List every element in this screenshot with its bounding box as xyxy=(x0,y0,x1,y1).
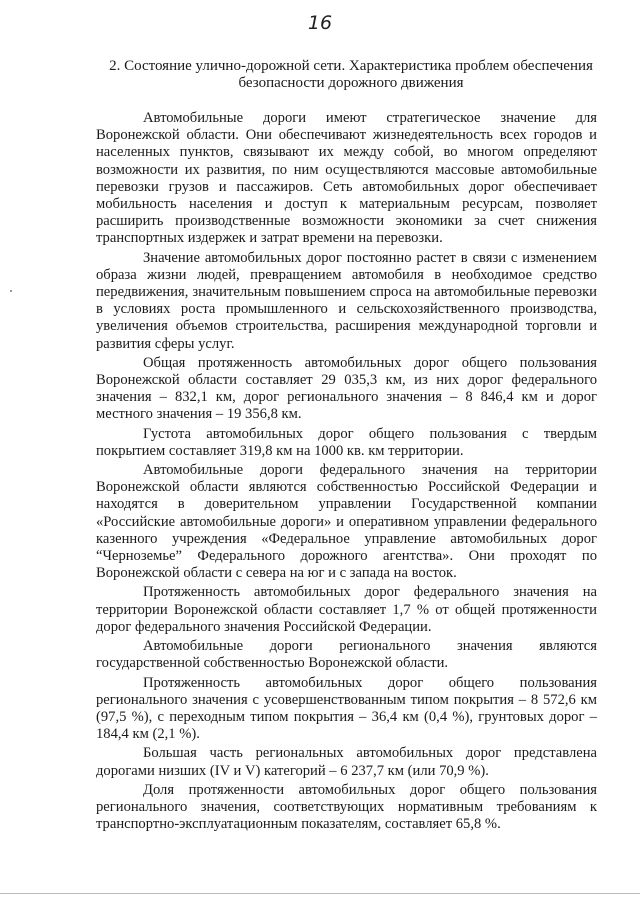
paragraph: Доля протяженности автомобильных дорог общего пользования регионального значения, соответствующих нормативным требованиям к транспортно-эксплуатационным показателям, составляет 65,8 %. xyxy=(96,781,597,833)
paragraph: Значение автомобильных дорог постоянно растет в связи с изменением образа жизни людей, превращением автомобиля в необходимое средство передвижения, значительным повышением спроса на автомобильные перевозки в условиях роста промышленного и сельскохозяйственного производства, увеличения объемов строительства, расширения международной торговли и развития сферы услуг. xyxy=(96,249,597,352)
paragraph: Автомобильные дороги регионального значения являются государственной собственностью Воронежской области. xyxy=(96,638,597,672)
paragraph: Протяженность автомобильных дорог общего пользования регионального значения с усовершенствованным типом покрытия – 8 572,6 км (97,5 %), с переходным типом покрытия – 36,4 км (0,4 %), грунтовых дорог – 184,4 км (2,1 %). xyxy=(96,674,597,743)
section-heading-line-2: безопасности дорожного движения xyxy=(238,75,464,91)
paragraph: Автомобильные дороги имеют стратегическое значение для Воронежской области. Они обеспечивают жизнедеятельность всех городов и населенных пунктов, связывают их между собой, во многом определяют возможности их развития, по ним осуществляются массовые автомобильные перевозки грузов и пассажиров. Сеть автомобильных дорог обеспечивает мобильность населения и доступ к материальным ресурсам, позволяет расширить производственные возможности экономики за счет снижения транспортных издержек и затрат времени на перевозки. xyxy=(96,110,597,247)
page-number: 16 xyxy=(307,12,333,34)
document-body xyxy=(96,110,597,835)
page-bottom-edge xyxy=(0,893,640,894)
section-heading-line-1: 2. Состояние улично-дорожной сети. Характеристика проблем обеспечения xyxy=(109,58,593,74)
paragraph: Густота автомобильных дорог общего пользования с твердым покрытием составляет 319,8 км на 1000 кв. км территории. xyxy=(96,425,597,459)
scan-mark xyxy=(10,290,12,292)
paragraph: Протяженность автомобильных дорог федерального значения на территории Воронежской области составляет 1,7 % от общей протяженности дорог федерального значения Российской Федерации. xyxy=(96,584,597,635)
paragraph: Большая часть региональных автомобильных дорог представлена дорогами низших (IV и V) категорий – 6 237,7 км (или 70,9 %). xyxy=(96,745,597,779)
paragraph: Автомобильные дороги федерального значения на территории Воронежской области являются собственностью Российской Федерации и находятся в доверительном управлении Государственной компании «Российские автомобильные дороги» и оперативном управлении федерального казенного учреждения «Федеральное управление автомобильных дорог “Черноземье” Федерального дорожного агентства». Они проходят по Воронежской области с севера на юг и с запада на восток. xyxy=(96,462,597,582)
section-heading xyxy=(96,58,606,92)
paragraph: Общая протяженность автомобильных дорог общего пользования Воронежской области составляет 29 035,3 км, из них дорог федерального значения – 832,1 км, дорог регионального значения – 8 846,4 км и дорог местного значения – 19 356,8 км. xyxy=(96,354,597,423)
